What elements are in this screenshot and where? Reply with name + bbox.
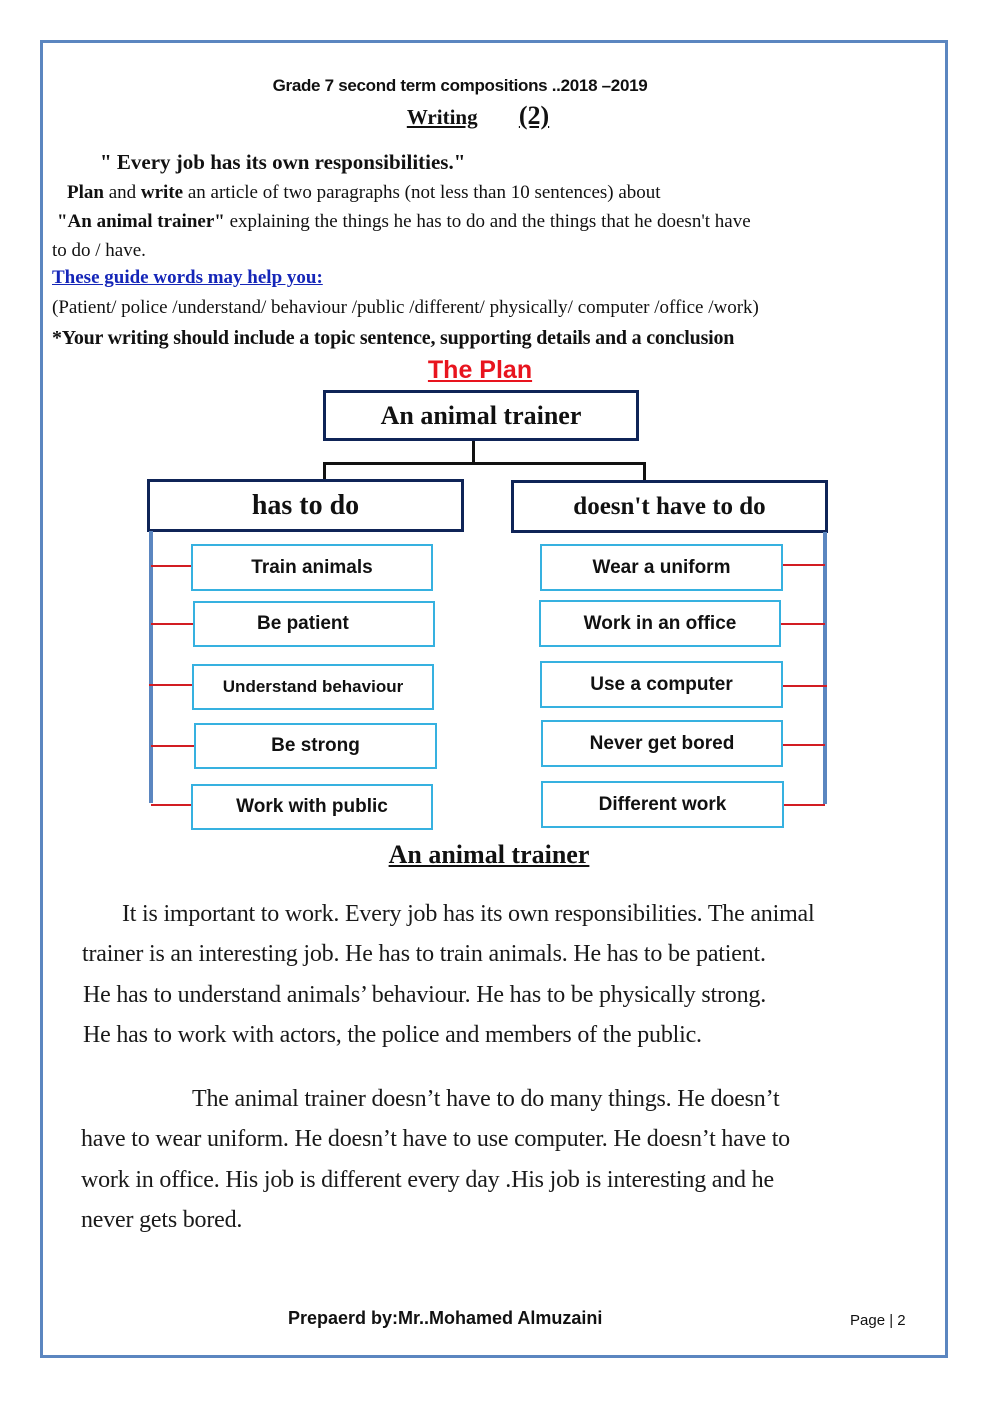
plan-root-box: An animal trainer	[323, 390, 639, 441]
footer-author: Prepaerd by:Mr..Mohamed Almuzaini	[288, 1308, 603, 1328]
branch-tick	[781, 744, 825, 746]
branch-tick	[151, 623, 193, 625]
branch-tick	[151, 565, 191, 567]
right-branch-bar	[823, 532, 827, 804]
connector-line	[323, 462, 326, 480]
essay-title	[0, 840, 992, 870]
branch-tick	[783, 804, 825, 806]
guide-words-list: (Patient/ police /understand/ behaviour /public /different/ physically/ computer /office /work)	[52, 297, 759, 318]
doesnt-have-to-do-item: Wear a uniform	[540, 544, 783, 591]
essay-paragraph-2-line: work in office. His job is different every day .His job is interesting and he	[81, 1167, 774, 1193]
write-keyword: write	[140, 182, 184, 203]
left-branch-bar	[149, 531, 153, 803]
writing-label: Writing	[406, 105, 478, 129]
plan-title-text: The Plan	[427, 356, 533, 384]
topic-keyword: "An animal trainer"	[57, 211, 225, 232]
prompt-line-2	[57, 211, 751, 233]
essay-paragraph-2-line: have to wear uniform. He doesn’t have to use computer. He doesn’t have to	[81, 1126, 790, 1152]
essay-paragraph-1-line: He has to work with actors, the police and members of the public.	[83, 1022, 702, 1048]
writing-heading	[0, 101, 992, 131]
plan-title	[0, 356, 992, 385]
doesnt-have-to-do-item: Use a computer	[540, 661, 783, 708]
prompt-text: and	[103, 182, 141, 203]
essay-paragraph-2-line: never gets bored.	[81, 1207, 243, 1233]
branch-tick	[780, 623, 825, 625]
document-title-text: Grade 7 second term compositions ..2018 –2019	[272, 76, 648, 95]
essay-paragraph-2-line: The animal trainer doesn’t have to do many things. He doesn’t	[192, 1086, 780, 1112]
doesnt-have-to-do-item: Work in an office	[539, 600, 781, 647]
prompt-text: an article of two paragraphs (not less than 10 sentences) about	[183, 182, 661, 203]
has-to-do-item: Be patient	[193, 601, 435, 647]
prompt-line-1	[67, 182, 661, 204]
prompt-line-3: to do / have.	[52, 240, 146, 261]
essay-paragraph-1-line: He has to understand animals’ behaviour. He has to be physically strong.	[83, 982, 766, 1008]
writing-instruction: *Your writing should include a topic sentence, supporting details and a conclusion	[52, 327, 735, 349]
connector-line	[643, 462, 646, 481]
branch-tick	[149, 684, 192, 686]
has-to-do-item: Work with public	[191, 784, 433, 830]
guide-words-heading: These guide words may help you:	[52, 267, 323, 288]
branch-tick	[151, 745, 194, 747]
has-to-do-item: Understand behaviour	[192, 664, 434, 710]
prompt-quote: " Every job has its own responsibilities."	[100, 150, 466, 174]
writing-number: (2)	[518, 101, 550, 130]
branch-tick	[783, 685, 827, 687]
branch-tick	[782, 564, 825, 566]
prompt-text: explaining the things he has to do and the things that he doesn't have	[224, 211, 751, 232]
doesnt-have-to-do-item: Different work	[541, 781, 784, 828]
has-to-do-heading: has to do	[147, 479, 464, 532]
connector-line	[323, 462, 646, 465]
connector-line	[472, 441, 475, 463]
essay-paragraph-1-line: trainer is an interesting job. He has to train animals. He has to be patient.	[82, 941, 766, 967]
document-title	[0, 76, 992, 96]
page-number: Page | 2	[850, 1312, 906, 1329]
branch-tick	[151, 804, 191, 806]
page-border	[40, 40, 948, 1358]
essay-title-text: An animal trainer	[388, 840, 590, 869]
has-to-do-item: Be strong	[194, 723, 437, 769]
has-to-do-item: Train animals	[191, 544, 433, 591]
doesnt-have-to-do-item: Never get bored	[541, 720, 783, 767]
doesnt-have-to-do-heading: doesn't have to do	[511, 480, 828, 533]
essay-paragraph-1-line: It is important to work. Every job has its own responsibilities. The animal	[122, 901, 815, 927]
plan-keyword: Plan	[67, 182, 104, 203]
